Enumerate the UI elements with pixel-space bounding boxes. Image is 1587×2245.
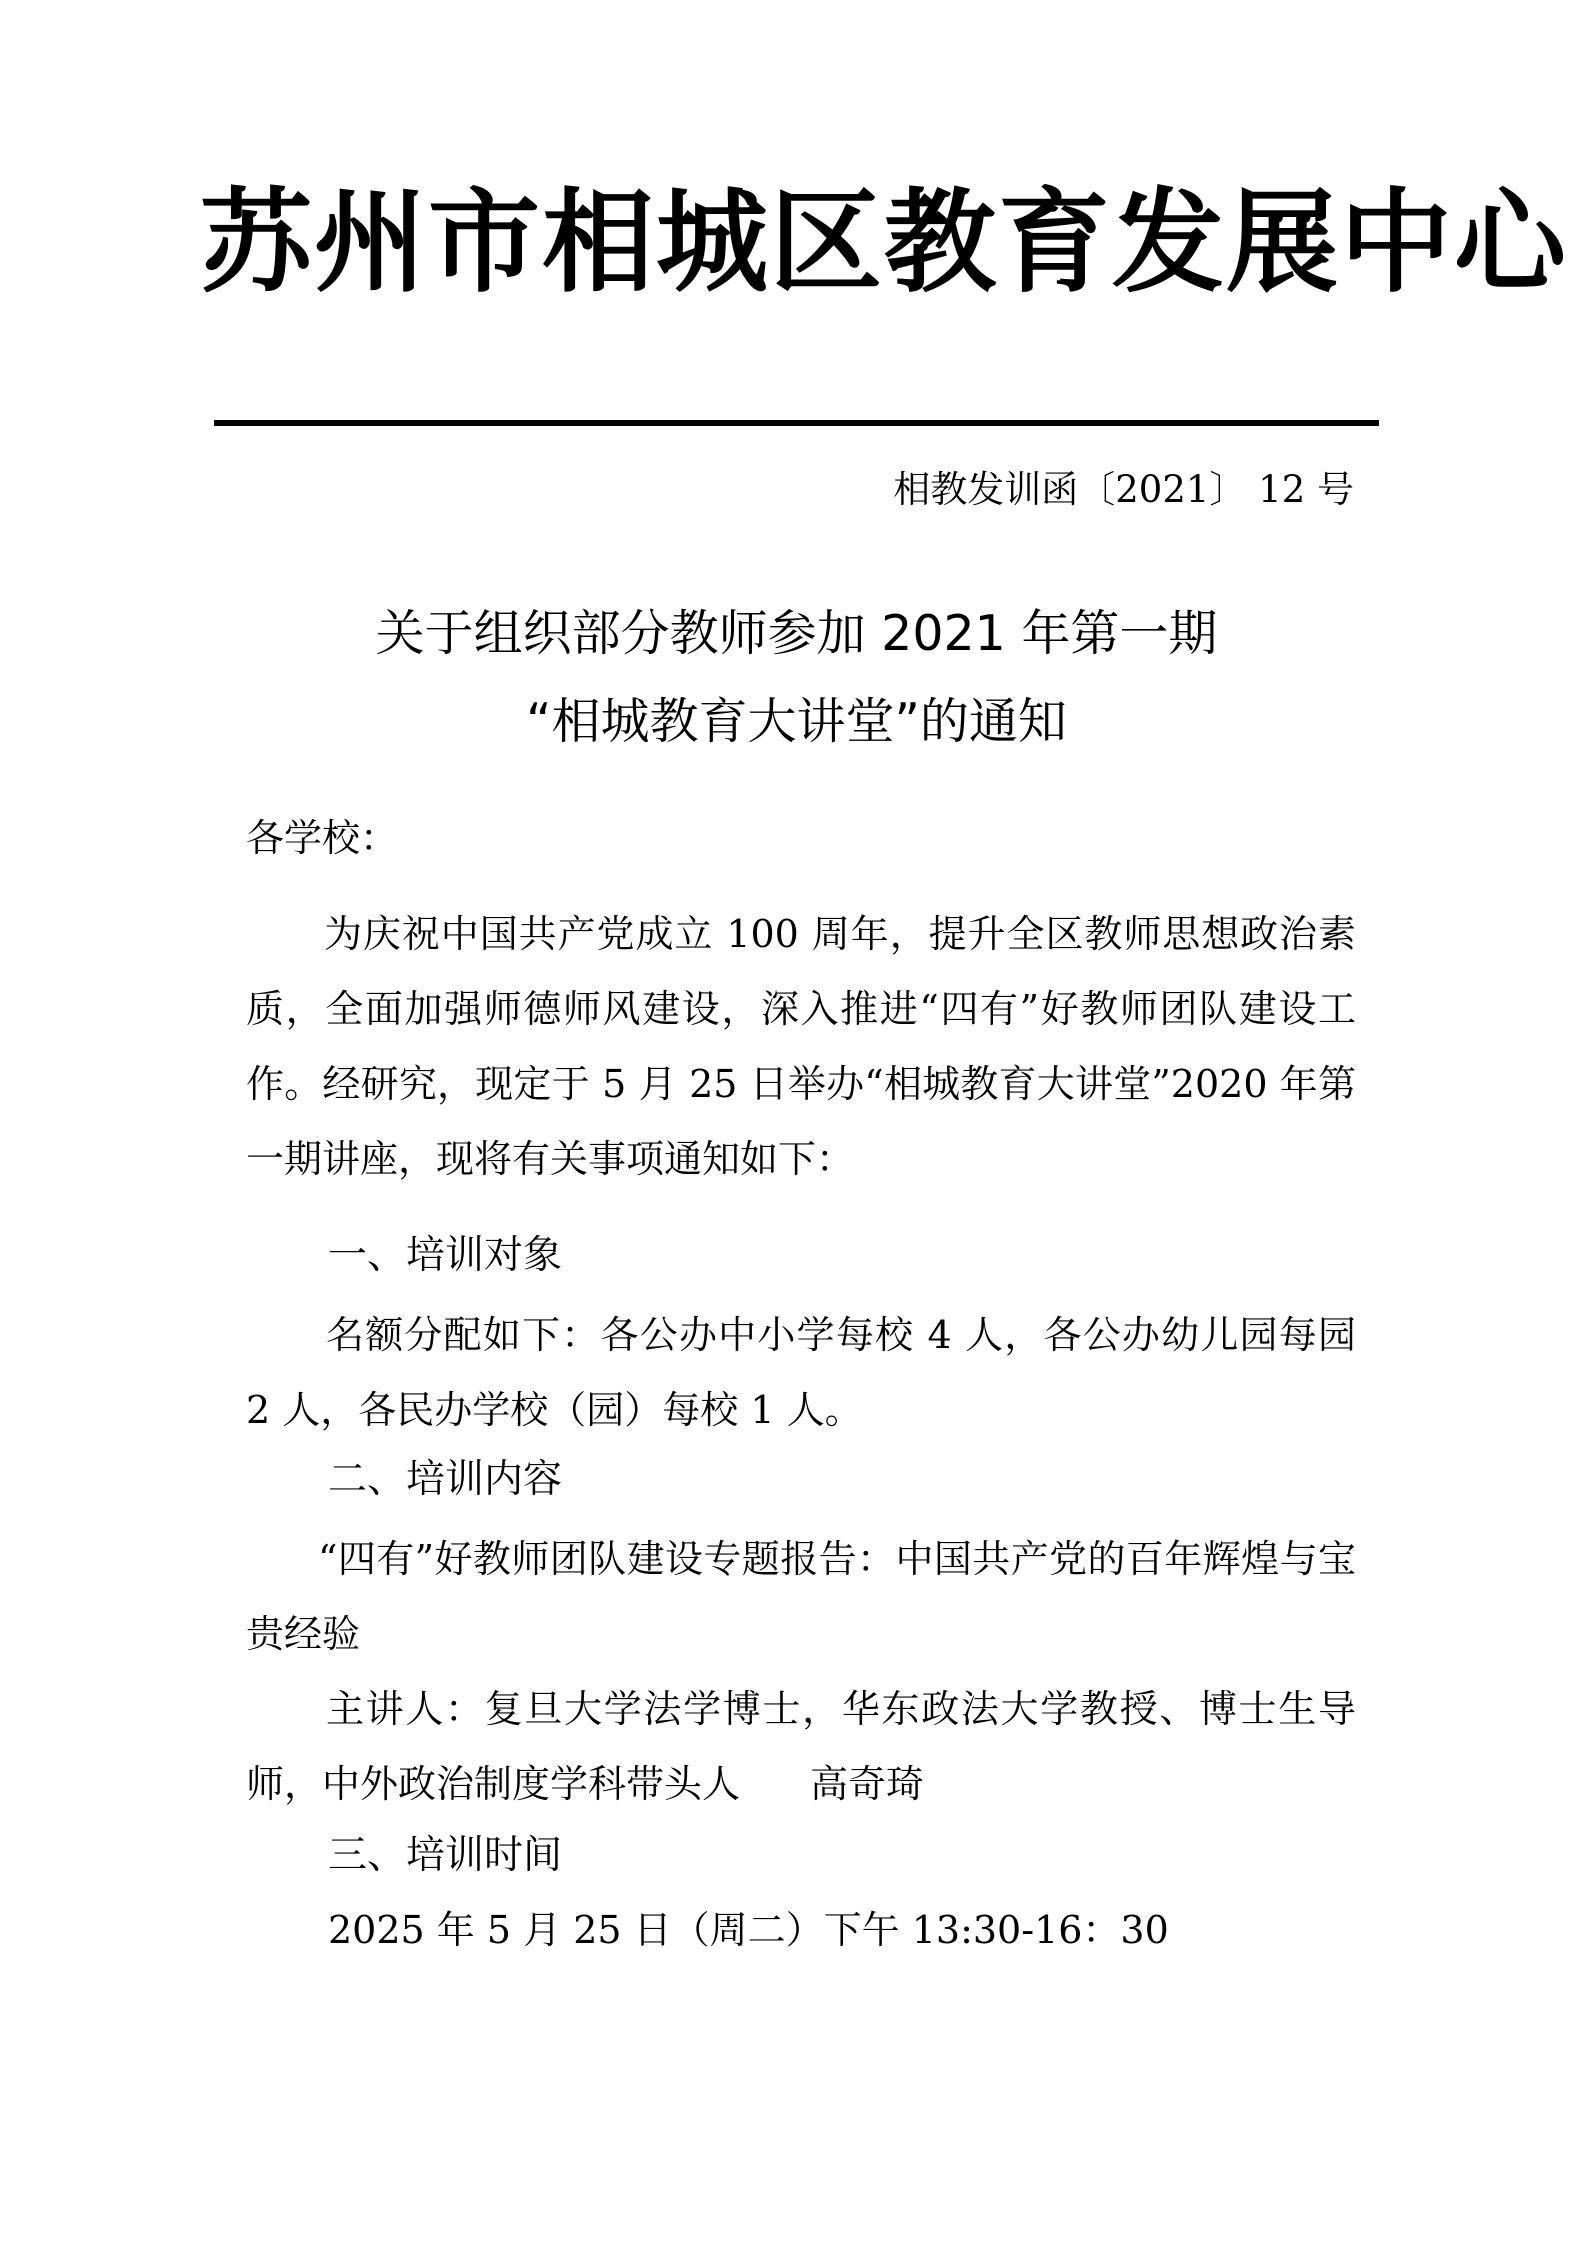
quota-paragraph: 名额分配如下：各公办中小学每校 4 人，各公办幼儿园每园 2 人，各民办学校（园）每校 1 人。 bbox=[246, 1313, 1356, 1432]
document-number: 相教发训函〔2021〕 12 号 bbox=[893, 468, 1354, 511]
section-heading-time: 三、培训时间 bbox=[328, 1833, 563, 1878]
speaker-name: 高奇琦 bbox=[810, 1762, 925, 1806]
intro-paragraph: 为庆祝中国共产党成立 100 周年，提升全区教师思想政治素质，全面加强师德师风建设，深入推进“四有”好教师团队建设工作。经研究，现定于 5 月 25 日举办“相城教育大讲堂”2020 年第一期讲座，现将有关事项通知如下： bbox=[246, 912, 1356, 1181]
training-time-text: 2025 年 5 月 25 日（周二）下午 13:30-16：30 bbox=[328, 1908, 1169, 1952]
header-divider-rule bbox=[214, 420, 1379, 426]
document-title bbox=[214, 590, 1379, 766]
speaker-intro: 主讲人：复旦大学法学博士，华东政法大学教授、博士生导师，中外政治制度学科带头人 bbox=[246, 1687, 1356, 1806]
section-heading-content: 二、培训内容 bbox=[328, 1457, 563, 1502]
issuing-organization-header: 苏州市相城区教育发展中心 bbox=[200, 178, 1568, 308]
document-title-line-2: “相城教育大讲堂”的通知 bbox=[526, 693, 1067, 750]
salutation: 各学校： bbox=[246, 816, 399, 860]
speaker-paragraph bbox=[246, 1672, 1356, 1822]
lecture-topic-paragraph: “四有”好教师团队建设专题报告：中国共产党的百年辉煌与宝贵经验 bbox=[246, 1537, 1356, 1656]
section-heading-participants: 一、培训对象 bbox=[328, 1233, 563, 1278]
document-title-line-1: 关于组织部分教师参加 2021 年第一期 bbox=[375, 605, 1218, 662]
